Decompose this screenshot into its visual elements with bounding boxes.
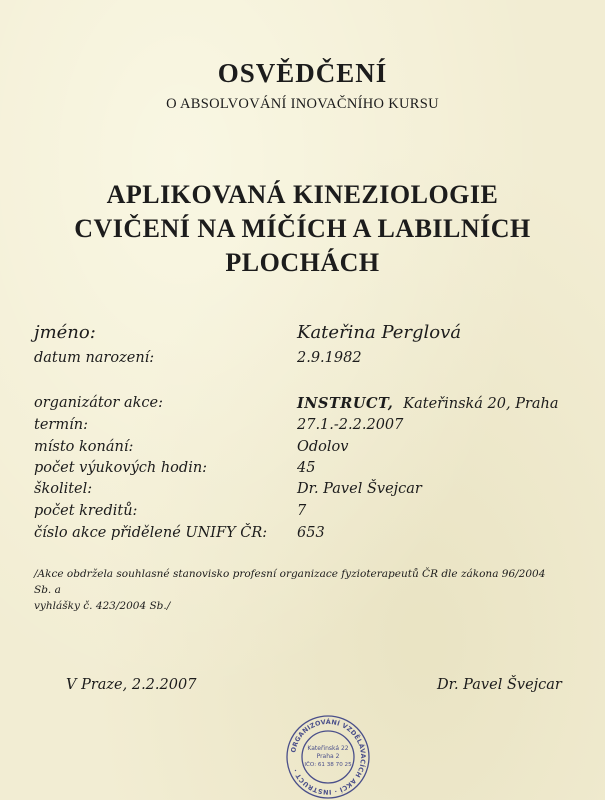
term-row [34,417,594,439]
organizer-address: Kateřinská 20, Praha [403,396,559,412]
certificate-title: OSVĚDČENÍ [217,58,388,88]
certificate-subtitle: O ABSOLVOVÁNÍ INOVAČNÍHO KURSU [166,96,439,112]
name-row [34,322,594,344]
name-label: jméno: [34,322,96,343]
organizer-name: INSTRUCT, [297,395,394,412]
hours-row [34,460,594,482]
stamp-line-3: IČO: 61 38 70 25 [304,762,352,768]
stamp-ring-text: ORGANIZOVÁNÍ VZDĚLÁVACÍCH AKCÍ · INSTRUCT · [289,717,368,797]
place-value: Odolov [297,439,349,455]
accreditation-note-line-2: vyhlášky č. 423/2004 Sb./ [34,600,171,612]
signer-name: Dr. Pavel Švejcar [437,677,562,693]
course-title-line-2: CVIČENÍ NA MÍČÍCH A LABILNÍCH [74,214,531,243]
place-and-date: V Praze, 2.2.2007 [66,677,197,693]
organizer-label: organizátor akce: [34,395,163,411]
place-row [34,439,594,461]
stamp-line-2: Praha 2 [316,753,340,760]
term-value: 27.1.-2.2.2007 [297,417,404,433]
organization-stamp [285,714,371,800]
place-label: místo konání: [34,439,134,455]
hours-value: 45 [297,460,316,476]
accreditation-note [34,566,554,614]
unify-row [34,525,594,547]
unify-label: číslo akce přidělené UNIFY ČR: [34,525,268,541]
stamp-line-1: Kateřinská 22 [307,745,349,752]
credits-label: počet kreditů: [34,503,138,519]
unify-value: 653 [297,525,325,541]
term-label: termín: [34,417,88,433]
hours-label: počet výukových hodin: [34,460,208,476]
birth-row [34,350,594,372]
credits-row [34,503,594,525]
trainer-row [34,481,594,503]
accreditation-note-line-1: /Akce obdržela souhlasné stanovisko profesní organizace fyzioterapeutů ČR dle zákona 96/2004 Sb. a [34,568,546,596]
trainer-label: školitel: [34,481,93,497]
credits-value: 7 [297,503,307,519]
organizer-row [34,395,594,417]
trainer-value: Dr. Pavel Švejcar [297,481,422,497]
birth-label: datum narození: [34,350,155,366]
birth-value: 2.9.1982 [297,350,362,366]
course-title-line-3: PLOCHÁCH [225,248,380,277]
course-title-line-1: APLIKOVANÁ KINEZIOLOGIE [106,180,499,209]
course-title [30,178,575,280]
organizer-value [297,395,559,412]
name-value: Kateřina Perglová [297,322,462,343]
